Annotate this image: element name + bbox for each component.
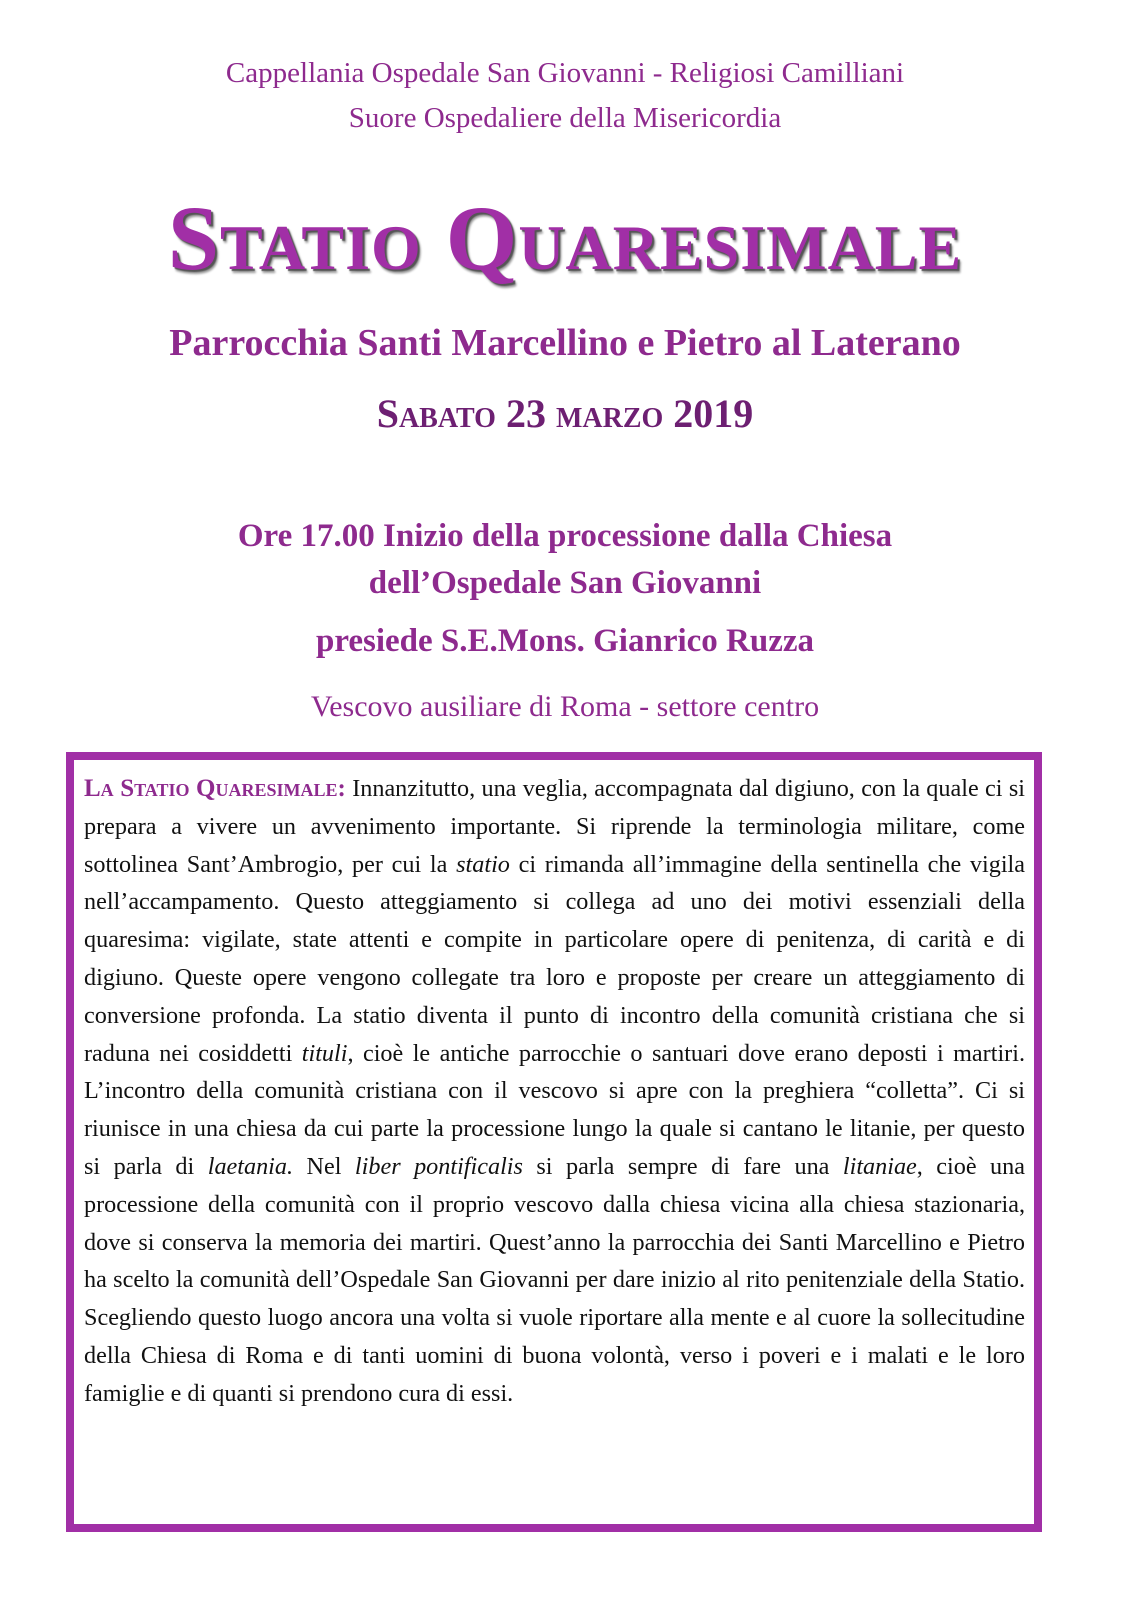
- article-italic-term: liber pontificalis: [354, 1152, 523, 1180]
- article-segment: Innanzitutto, una veglia, accompagnata dal digiuno, con la quale ci si prepara a vivere un avvenimento importante. Si riprende la terminologia militare, come sottolinea Sant’Ambrogio, per cui la: [84, 775, 1025, 878]
- header-chaplaincy: Cappellania Ospedale San Giovanni - Religiosi Camilliani: [225, 57, 905, 89]
- article-segment: Nel: [293, 1152, 355, 1180]
- event-place-line: dell’Ospedale San Giovanni: [368, 565, 762, 601]
- event-presider: presiede S.E.Mons. Gianrico Ruzza: [315, 623, 815, 659]
- article-segment: ci rimanda all’immagine della sentinella che vigila nell’accampamento. Questo atteggiamento si collega ad uno dei motivi essenziali della quaresima: vigilate, state attenti e compite in particolare opere di penitenza, di carità e di digiuno. Queste opere vengono collegate tra loro e proposte per creare un atteggiamento di conversione profonda. La statio diventa il punto di incontro della comunità cristiana che si raduna nei cosiddetti: [84, 850, 1026, 1067]
- parish-name: Parrocchia Santi Marcellino e Pietro al Laterano: [169, 322, 961, 364]
- article-italic-term: laetania.: [207, 1152, 294, 1180]
- page-title: Statio Quaresimale: [167, 187, 963, 289]
- event-date: Sabato 23 marzo 2019: [376, 391, 754, 436]
- header-sisters: Suore Ospedaliere della Misericordia: [348, 102, 782, 134]
- article-segment: si parla sempre di fare una: [522, 1152, 843, 1180]
- article-italic-term: litaniae: [842, 1152, 917, 1180]
- article-box: [66, 752, 1042, 1532]
- article-italic-term: statio: [456, 850, 510, 878]
- article-segment: , cioè una processione della comunità con il proprio vescovo dalla chiesa vicina alla chiesa stazionaria, dove si conserva la memoria dei martiri. Quest’anno la parrocchia dei Santi Marcellino e Pietro ha scelto la comunità dell’Ospedale San Giovanni per dare inizio al rito penitenziale della Statio. Scegliendo questo luogo ancora una volta si vuole riportare alla mente e al cuore la sollecitudine della Chiesa di Roma e di tanti uomini di buona volontà, verso i poveri e i malati e le loro famiglie e di quanti si prendono cura di essi.: [84, 1152, 1025, 1407]
- article-segment: , cioè le antiche parrocchie o santuari dove erano deposti i martiri. L’incontro della comunità cristiana con il vescovo si apre con la preghiera “colletta”. Ci si riunisce in una chiesa da cui parte la processione lungo la quale si cantano le litanie, per questo si parla di: [84, 1039, 1025, 1180]
- presider-role: Vescovo ausiliare di Roma - settore centro: [310, 690, 820, 723]
- event-time-line: Ore 17.00 Inizio della processione dalla Chiesa: [237, 518, 893, 554]
- article-italic-term: tituli: [301, 1039, 348, 1067]
- article-lead: La Statio Quaresimale:: [84, 775, 346, 802]
- article-text: [84, 770, 1025, 1413]
